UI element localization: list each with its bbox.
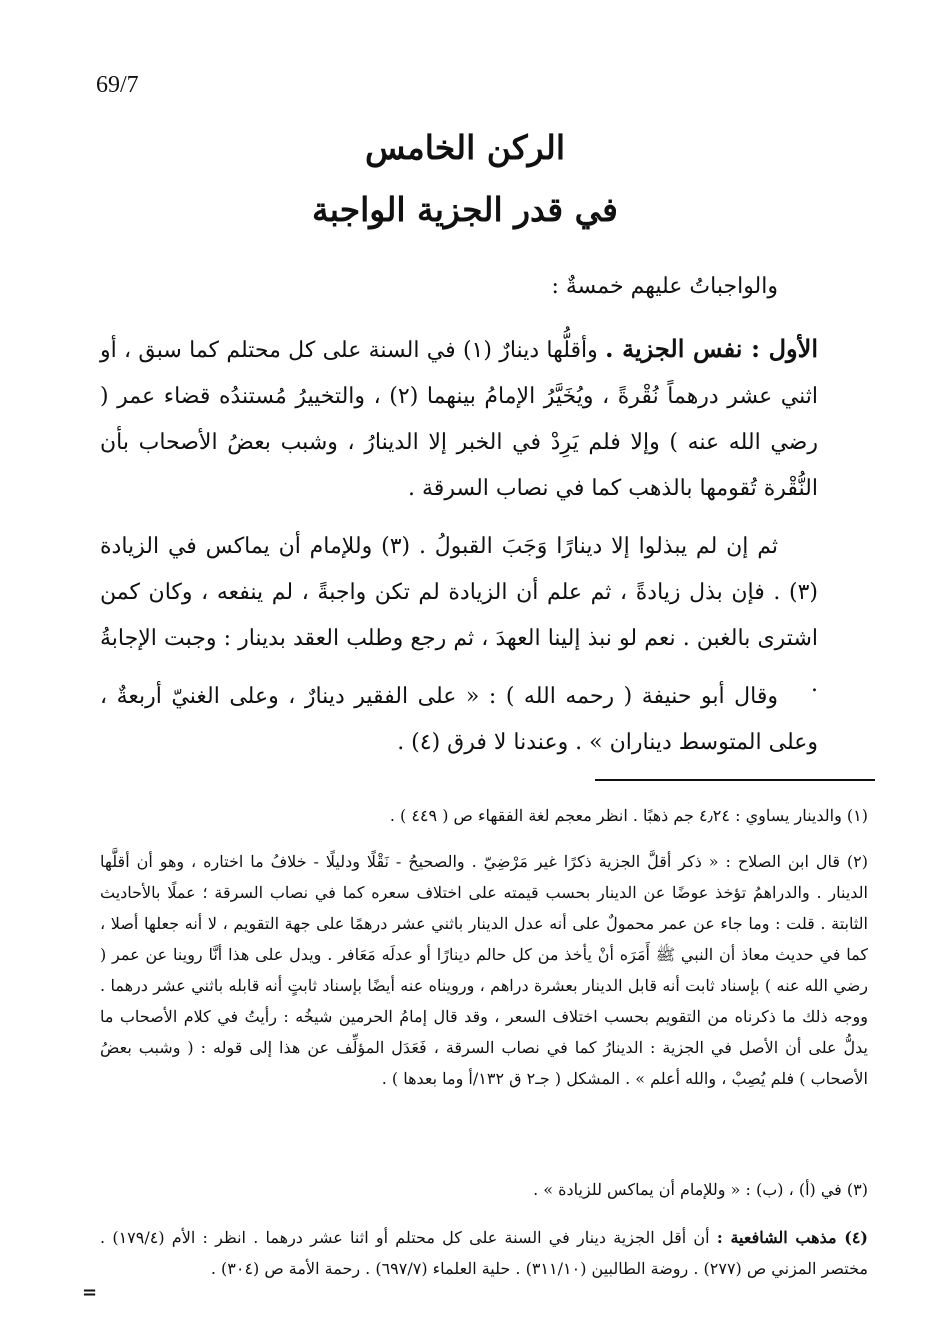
intro-paragraph: والواجباتُ عليهم خمسةٌ : xyxy=(551,274,778,299)
footnote-4-lead: (٤) مذهب الشافعية : xyxy=(716,1228,868,1247)
footnote-2: (٢) قال ابن الصلاح : « ذكر أقلَّ الجزية ذكرًا غير مَرْضِيّ . والصحيحُ - نَقْلًا ودليلًا - خلافُ ما اختاره ، وهو أن أقلَّها الدينار . والدراهمُ تؤخذ عوضًا عن الدينار بحسب قيمته على اختلاف سعره كما في نصاب السرقة ؛ عملًا بالأحاديث الثابتة . قلت : وما جاء عن عمر محمولٌ على أنه عدل الدينار باثني عشر درهمًا على جهة التقويم ، لا أنه جعلها أصلا ، كما في حديث معاذ أن النبي ﷺ أَمَرَه أنْ يأخذ من كل حالم دينارًا أو عدلَه مَعَافر . ويدل على هذا أنَّا روينا عن عمر ( رضي الله عنه ) بإسناد ثابت أنه قابل الدينار بعشرة دراهم ، ورويناه عنه أيضًا بإسناد ثابتٍ أنه قابله باثني عشر درهما . ووجه ذلك ما ذكرناه من التقويم بحسب اختلاف السعر ، وقد قال إمامُ الحرمين شيخُه : رأيتُ في كلام الأصحاب ما يدلُّ على أن الأصل في الجزية : الدينارُ كما في نصاب السرقة ، فَعَدَل المؤلِّف عن هذا إلى قوله : ( وشبب بعضُ الأصحاب ) فلم يُصِبْ ، والله أعلم » . المشكل ( جـ٢ ق ١٣٢/أ وما بعدها ) . xyxy=(100,852,869,1088)
section-title: الركن الخامس xyxy=(364,128,566,167)
footnote-4-text: أن أقل الجزية دينار في السنة على كل محتلم أو اثنا عشر درهما . انظر : الأم (١٧٩/٤) . مختصر المزني ص (٢٧٧) . روضة الطالبين (٣١١/١٠) . حلية العلماء (٦٩٧/٧) . رحمة الأمة ص (٣٠٤) . xyxy=(100,1228,868,1278)
footnote-3: (٣) في (أ) ، (ب) : « وللإمام أن يماكس للزيادة » . xyxy=(533,1180,868,1199)
footnote-4 xyxy=(100,1222,868,1284)
footnote-1: (١) والدينار يساوي : ٤٫٢٤ جم ذهبًا . انظر معجم لغة الفقهاء ص ( ٤٤٩ ) . xyxy=(389,806,868,825)
paragraph-lead: الأول : نفس الجزية . xyxy=(605,334,818,363)
page-number: 69/7 xyxy=(96,72,139,98)
paragraph-text: وأقلُّها دينارٌ (١) في السنة على كل محتلم كما سبق ، أو اثني عشر درهماً نُقْرةً ، ويُخَيَّرُ الإمامُ بينهما (٢) ، والتخييرُ مُستندُه قضاء عمر ( رضي الله عنه ) وإلا فلم يَرِدْ في الخبر إلا الدينارُ ، وشبب بعضُ الأصحاب بأن النُّقْرة تُقومها بالذهب كما في نصاب السرقة . xyxy=(100,338,818,501)
paragraph-first-obligation xyxy=(100,326,818,512)
continuation-mark: = xyxy=(82,1282,98,1303)
paragraph-abu-hanifa: وقال أبو حنيفة ( رحمه الله ) : « على الفقير دينارٌ ، وعلى الغنيّ أربعةٌ ، وعلى المتوسط ديناران » . وعندنا لا فرق (٤) . xyxy=(100,684,818,755)
section-subtitle: في قدر الجزية الواجبة xyxy=(312,190,618,229)
paragraph-acceptance: ثم إن لم يبذلوا إلا دينارًا وَجَبَ القبولُ . (٣) وللإمام أن يماكس في الزيادة (٣) . فإن بذل زيادةً ، ثم علم أن الزيادة لم تكن واجبةً ، لم ينفعه ، وكان كمن اشترى بالغبن . نعم لو نبذ إلينا العهدَ ، ثم رجع وطلب العقد بدينار : وجبت الإجابةُ . xyxy=(100,534,818,697)
footnote-divider xyxy=(595,779,875,781)
